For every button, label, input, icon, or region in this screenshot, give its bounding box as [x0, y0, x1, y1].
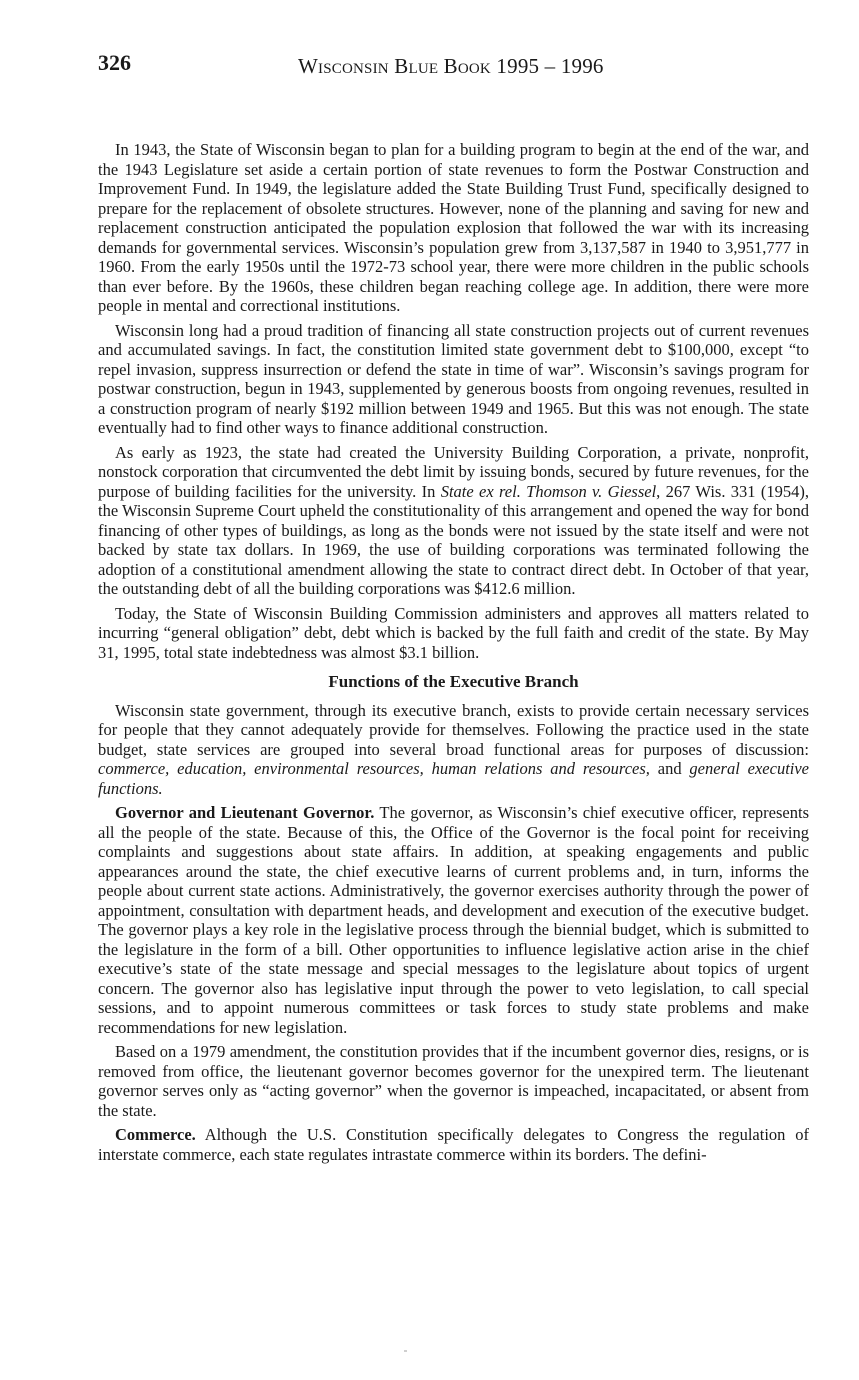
paragraph-financing-tradition: Wisconsin long had a proud tradition of financing all state construction projects out of current revenues and accumulated savings. In fact, the constitution limited state government debt to $100,000, except “to repel invasion, suppress insurrection or defend the state in time of war”. Wisconsin’s savings program for postwar construction, begun in 1943, supplemented by generous boosts from ongoing revenues, resulted in a construction program of nearly $192 million between 1949 and 1965. But this was not enough. The state eventually had to find other ways to finance additional construction.	[98, 320, 809, 437]
scan-speck	[404, 1350, 407, 1352]
paragraph-governor	[98, 803, 809, 1037]
run-in-heading-commerce: Commerce.	[115, 1125, 196, 1144]
paragraph-postwar-fund: In 1943, the State of Wisconsin began to plan for a building program to begin at the end of the war, and the 1943 Legislature set aside a certain portion of state revenues to form the Postwar Construction and Improvement Fund. In 1949, the legislature added the State Building Trust Fund, specifically designed to prepare for the replacement of obsolete structures. However, none of the planning and saving for new and replacement construction anticipated the population explosion that followed the war with its increasing demands for governmental services. Wisconsin’s population grew from 3,137,587 in 1940 to 3,951,777 in 1960. From the early 1950s until the 1972-73 school year, there were more children in the public schools than ever before. By the 1960s, these children began reaching college age. In addition, there were more people in mental and correctional institutions.	[98, 140, 809, 315]
paragraph-text: , 267 Wis. 331 (1954), the Wisconsin Supreme Court upheld the constitutionality of this arrangement and opened the way for bond financing of other types of buildings, as long as the bonds were not issued by the state itself and were not backed by state tax dollars. In 1969, the use of building corporations was terminated following the adoption of a constitutional amendment allowing the state to contract direct debt. In October of that year, the outstanding debt of all the building corporations was $412.6 million.	[98, 481, 810, 598]
paragraph-text: As early as 1923, the state had created the University Building Corporation, a private, nonprofit, nonstock corporation that circumvented the debt limit by issuing bonds, secured by future revenues, for the purpose of building facilities for the university. In	[98, 442, 809, 501]
paragraph-succession: Based on a 1979 amendment, the constitution provides that if the incumbent governor dies, resigns, or is removed from office, the lieutenant governor becomes governor for the unexpired term. The lieutenant governor serves only as “acting governor” when the governor is impeached, incapacitated, or absent from the state.	[98, 1042, 809, 1120]
case-citation: State ex rel. Thomson v. Giessel	[440, 481, 657, 501]
paragraph-text: Although the U.S. Constitution specifically delegates to Congress the regulation of interstate commerce, each state regulates intrastate commerce within its borders. The defini-	[98, 1125, 809, 1164]
paragraph-text: Wisconsin state government, through its executive branch, exists to provide certain necessary services for people that they cannot adequately provide for themselves. Following the practice used in the state budget, state services are grouped into several broad functional areas for purposes of discussion:	[98, 700, 809, 759]
paragraph-text: and	[649, 759, 690, 778]
page-number: 326	[98, 50, 131, 75]
section-heading: Functions of the Executive Branch	[328, 672, 579, 691]
run-in-heading-governor: Governor and Lieutenant Governor.	[115, 803, 375, 822]
paragraph-building-corporation	[98, 443, 809, 599]
running-head	[98, 50, 809, 84]
paragraph-commerce	[98, 1125, 809, 1164]
paragraph-building-commission: Today, the State of Wisconsin Building Commission administers and approves all matters related to incurring “general obligation” debt, debt which is backed by the full faith and credit of the state. By May 31, 1995, total state indebtedness was almost $3.1 billion.	[98, 603, 809, 662]
general-executive-functions: general executive functions.	[98, 759, 810, 798]
functional-areas: commerce, education, environmental resources, human relations and resources,	[98, 759, 650, 778]
body-text	[98, 140, 809, 1169]
paragraph-text: The governor, as Wisconsin’s chief executive officer, represents all the people of the state. Because of this, the Office of the Governor is the focal point for receiving complaints and suggestions about state affairs. In addition, at speaking engagements and public appearances around the state, the chief executive learns of current problems and, in turn, informs the people about current state actions. Administratively, the governor exercises authority through the power of appointment, consultation with department heads, and development and execution of the executive budget. The governor plays a key role in the legislative process through the biennial budget, which is submitted to the legislature in the form of a bill. Other opportunities to influence legislative action arise in the chief executive’s state of the state message and special messages to the legislature about topics of urgent concern. The governor also has legislative input through the power to veto legislation, to call special sessions, and to appoint numerous committees or task forces to study state problems and make recommendations for new legislation.	[98, 803, 809, 1037]
paragraph-executive-functions	[98, 701, 809, 799]
book-title: Wisconsin Blue Book 1995 – 1996	[298, 54, 604, 78]
